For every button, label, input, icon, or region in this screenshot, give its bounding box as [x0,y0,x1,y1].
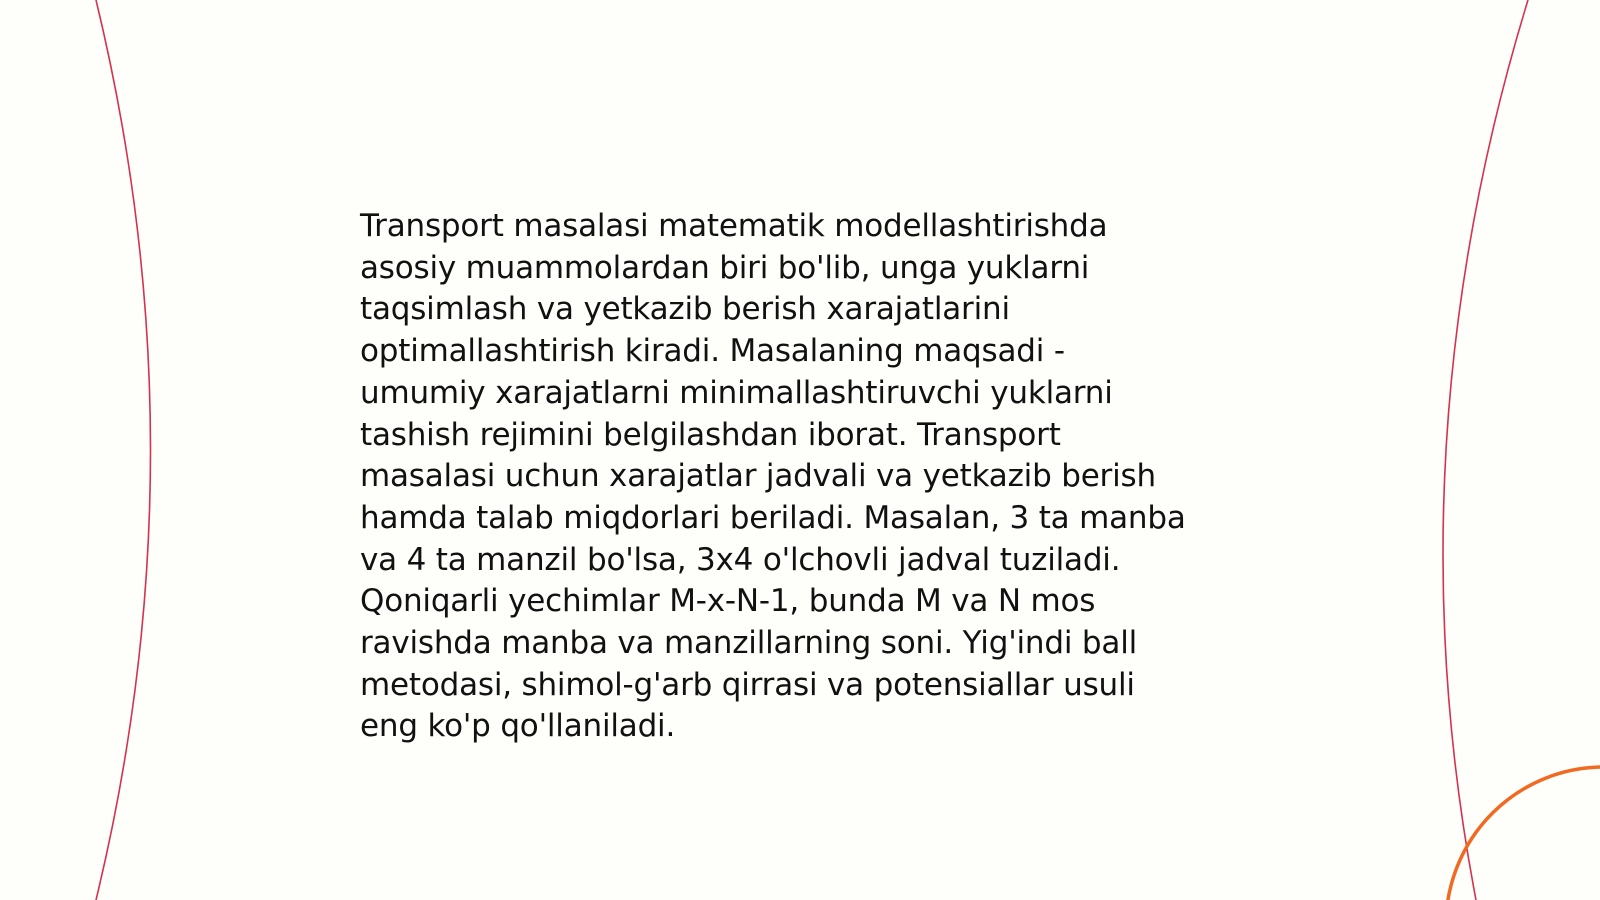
body-paragraph: Transport masalasi matematik modellashtirishda asosiy muammolardan biri bo'lib, unga yuklarni taqsimlash va yetkazib berish xarajatlarini optimallashtirish kiradi. Masalaning maqsadi - umumiy xarajatlarni minimallashtiruvchi yuklarni tashish rejimini belgilashdan iborat. Transport masalasi uchun xarajatlar jadvali va yetkazib berish hamda talab miqdorlari beriladi. Masalan, 3 ta manba va 4 ta manzil bo'lsa, 3x4 o'lchovli jadval tuziladi. Qoniqarli yechimlar M-x-N-1, bunda M va N mos ravishda manba va manzillarning soni. Yig'indi ball metodasi, shimol-g'arb qirrasi va potensiallar usuli eng ko'p qo'llaniladi. [360,208,1186,745]
right-curve-line [1443,0,1528,900]
orange-circle-arc [1446,767,1600,900]
left-curve-line [96,0,151,900]
